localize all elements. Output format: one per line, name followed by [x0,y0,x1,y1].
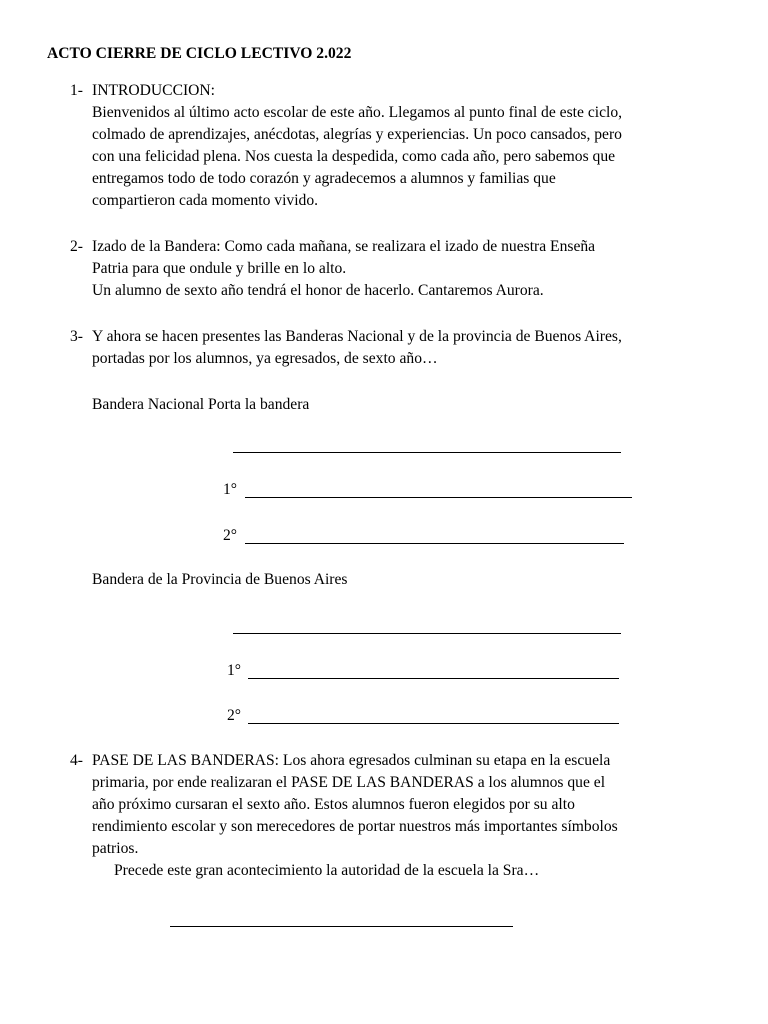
authority-name-blank [170,926,513,927]
section-number: 2- [70,238,83,255]
section-body [92,750,722,882]
section-body [92,236,722,302]
section-number: 4- [70,752,83,769]
paragraph-line: primaria, por ende realizaran el PASE DE LAS BANDERAS a los alumnos que el [92,774,606,791]
flag-bearer-blank [233,452,621,453]
paragraph-line: Precede este gran acontecimiento la autoridad de la escuela la Sra… [114,862,540,879]
paragraph-line: Y ahora se hacen presentes las Banderas Nacional y de la provincia de Buenos Aires, [92,328,622,345]
document-title: ACTO CIERRE DE CICLO LECTIVO 2.022 [47,45,352,62]
paragraph-line: con una felicidad plena. Nos cuesta la despedida, como cada año, pero sabemos que [92,148,616,165]
paragraph-line: portadas por los alumnos, ya egresados, de sexto año… [92,350,438,367]
paragraph-line: rendimiento escolar y son merecedores de portar nuestros más importantes símbolos [92,818,618,835]
paragraph-line: Un alumno de sexto año tendrá el honor de hacerlo. Cantaremos Aurora. [92,282,544,299]
flag-bearer-blank [233,633,621,634]
section-number: 3- [70,328,83,345]
national-flag-label: Bandera Nacional Porta la bandera [92,396,310,413]
section-number: 1- [70,82,83,99]
first-escort-label: 1° [223,481,238,498]
paragraph-line: PASE DE LAS BANDERAS: Los ahora egresados culminan su etapa en la escuela [92,752,611,769]
paragraph-line: Bienvenidos al último acto escolar de este año. Llegamos al punto final de este ciclo, [92,104,623,121]
first-escort-blank [245,497,632,498]
paragraph-line: colmado de aprendizajes, anécdotas, alegrías y experiencias. Un poco cansados, pero [92,126,622,143]
section-body [92,326,722,370]
paragraph-line: año próximo cursaran el sexto año. Estos alumnos fueron elegidos por su alto [92,796,575,813]
first-escort-label: 1° [227,662,242,679]
second-escort-blank [248,723,619,724]
section-body [92,80,722,212]
paragraph-line: Izado de la Bandera: Como cada mañana, se realizara el izado de nuestra Enseña [92,238,596,255]
section-heading: INTRODUCCION: [92,82,216,99]
paragraph-line: compartieron cada momento vivido. [92,192,319,209]
paragraph-line: entregamos todo de todo corazón y agradecemos a alumnos y familias que [92,170,556,187]
second-escort-label: 2° [227,707,242,724]
province-flag-label: Bandera de la Provincia de Buenos Aires [92,571,348,588]
second-escort-label: 2° [223,527,238,544]
paragraph-line: patrios. [92,840,139,857]
first-escort-blank [248,678,619,679]
paragraph-line: Patria para que ondule y brille en lo alto. [92,260,347,277]
second-escort-blank [245,543,624,544]
